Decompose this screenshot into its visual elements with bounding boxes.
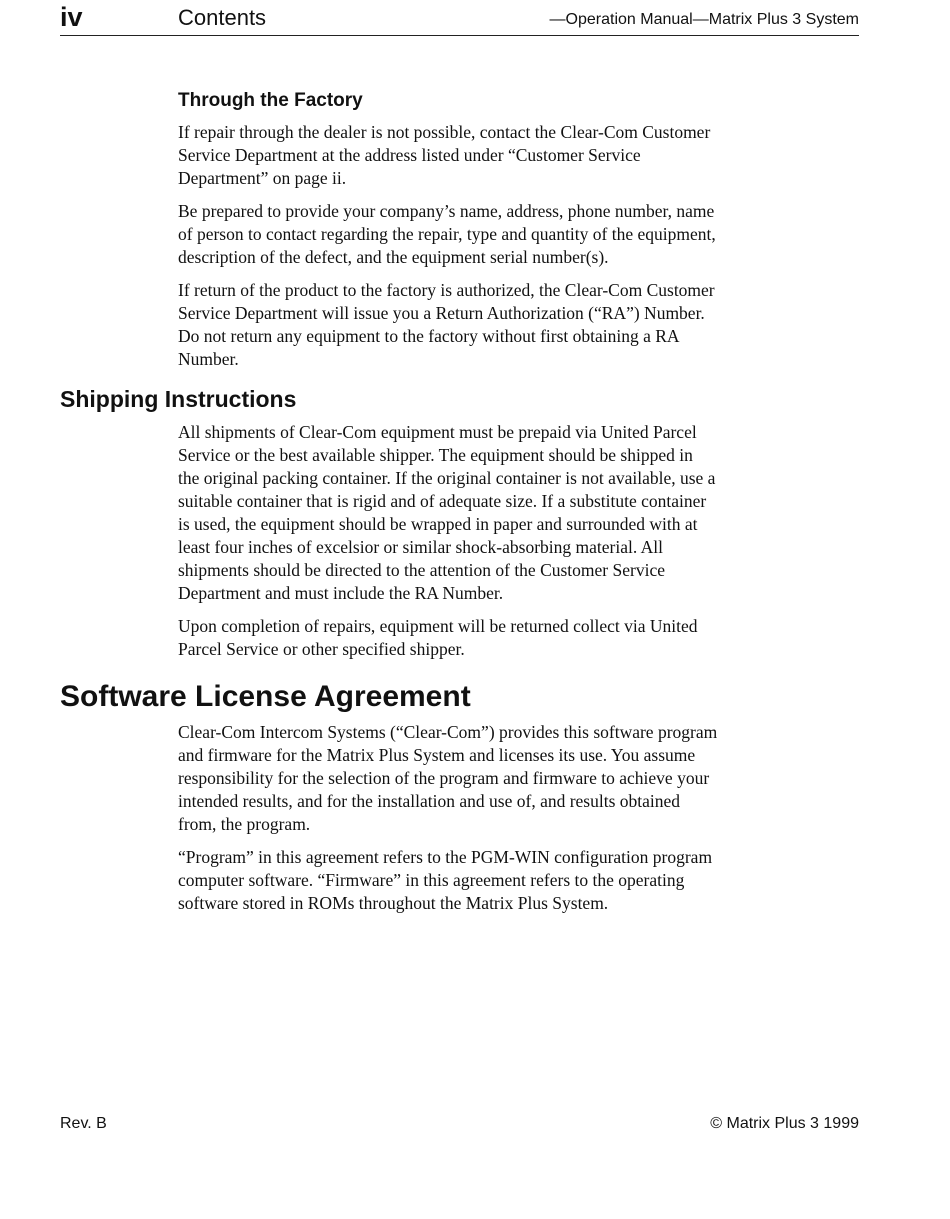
heading-through-the-factory: Through the Factory [178,90,363,111]
paragraph: If repair through the dealer is not possible, contact the Clear-Com Customer Service Department at the address listed under “Customer Service Department” on page ii. [178,122,711,188]
manual-title: —Operation Manual—Matrix Plus 3 System [549,11,859,28]
paragraph: Upon completion of repairs, equipment will be returned collect via United Parcel Service or other specified shipper. [178,616,698,659]
copyright-notice: © Matrix Plus 3 1999 [710,1115,859,1132]
heading-shipping-instructions: Shipping Instructions [60,386,297,412]
paragraph: If return of the product to the factory is authorized, the Clear-Com Customer Service Department will issue you a Return Authorization (“RA”) Number. Do not return any equipment to the factory without first obtaining a RA Number. [178,280,715,369]
paragraph: All shipments of Clear-Com equipment must be prepaid via United Parcel Service or the best available shipper. The equipment should be shipped in the original packing container. If the original container is not available, use a suitable container that is rigid and of adequate size. If a substitute container is used, the equipment should be wrapped in paper and surrounded with at least four inches of excelsior or similar shock-absorbing material. All shipments should be directed to the attention of the Customer Service Department and must include the RA Number. [178,422,716,603]
revision-label: Rev. B [60,1115,107,1132]
section-name: Contents [178,5,267,30]
paragraph: “Program” in this agreement refers to the PGM-WIN configuration program computer software. “Firmware” in this agreement refers to the operating software stored in ROMs throughout the Matrix Plus System. [178,847,713,913]
page-number: iv [60,2,83,32]
paragraph: Clear-Com Intercom Systems (“Clear-Com”) provides this software program and firmware for the Matrix Plus System and licenses its use. You assume responsibility for the selection of the program and firmware to achieve your intended results, and for the installation and use of, and results obtained from, the program. [178,722,718,834]
page-header [60,0,859,36]
page-content [60,90,859,925]
heading-software-license-agreement: Software License Agreement [60,680,471,713]
paragraph: Be prepared to provide your company’s name, address, phone number, name of person to contact regarding the repair, type and quantity of the equipment, description of the defect, and the equipment serial number(s). [178,201,716,267]
